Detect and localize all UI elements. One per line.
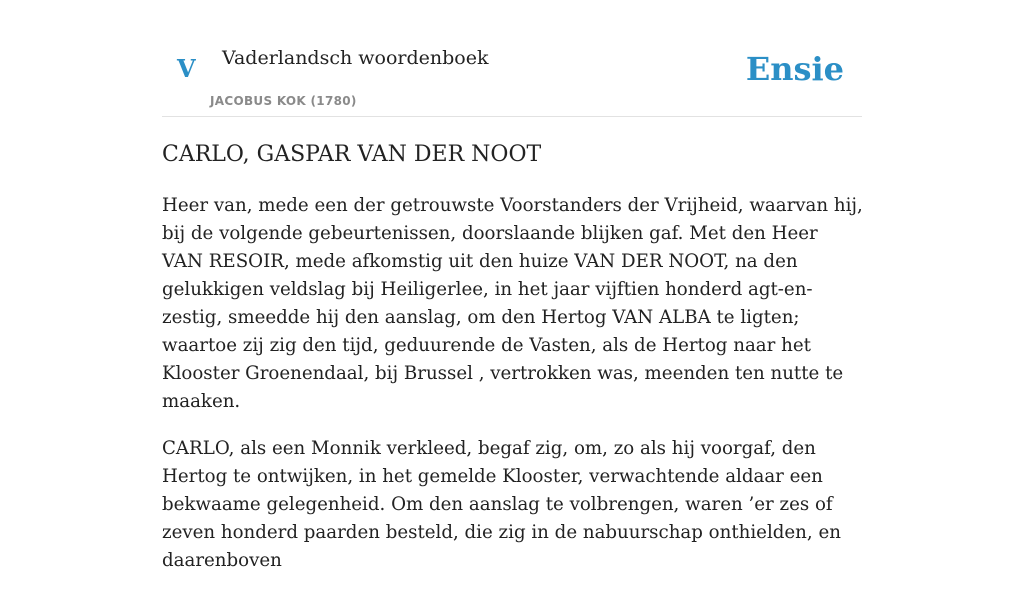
book-author: JACOBUS KOK (1780) — [210, 94, 357, 108]
entry-paragraph: CARLO, als een Monnik verkleed, begaf zig, om, zo als hij voorgaf, den Hertog te ontwijken, in het gemelde Klooster, verwachtende aldaar een bekwaame gelegenheid. Om den aanslag te volbrengen, waren ’er zes of zeven honderd paarden besteld, die zig in de nabuurschap onthielden, en daarenboven — [162, 438, 841, 571]
entry-paragraph: Heer van, mede een der getrouwste Voorstanders der Vrijheid, waarvan hij, bij de volgende gebeurtenissen, doorslaande blijken gaf. Met den Heer VAN RESOIR, mede afkomstig uit den huize VAN DER NOOT, na den gelukkigen veldslag bij Heiligerlee, in het jaar vijftien honderd agt-en-zestig, smeedde hij den aanslag, om den Hertog VAN ALBA te ligten; waartoe zij zig den tijd, geduurende de Vasten, als de Hertog naar het Klooster Groenendaal, bij Brussel , vertrokken was, meenden ten nutte te maaken. — [162, 195, 863, 412]
ensie-logo-link[interactable]: Ensie — [745, 50, 844, 88]
entry-header — [162, 0, 862, 117]
book-title-link[interactable]: Vaderlandsch woordenboek — [222, 47, 489, 69]
book-letter-icon[interactable]: V — [177, 54, 196, 83]
page-title: CARLO, GASPAR VAN DER NOOT — [162, 142, 542, 167]
entry-content — [162, 192, 864, 594]
